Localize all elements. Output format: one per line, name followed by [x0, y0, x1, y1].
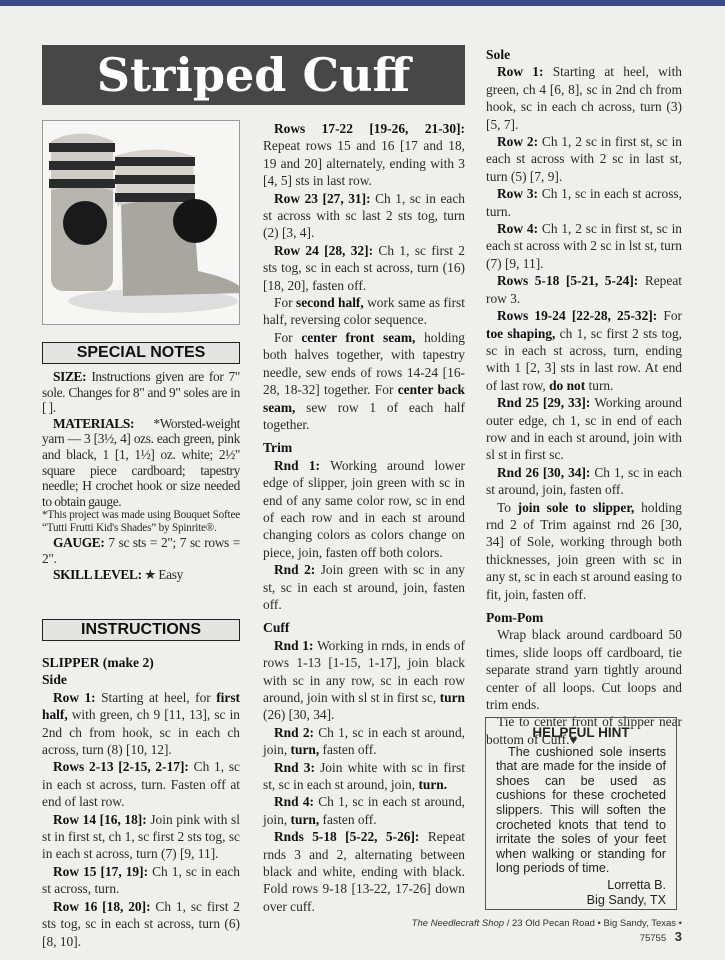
- instruction-paragraph: [42, 567, 240, 583]
- instruction-paragraph: [42, 863, 240, 898]
- text-run: (26) [30, 34].: [263, 707, 335, 723]
- text-run: Tie to center front of slipper near bottom of Cuff.♥: [486, 714, 682, 747]
- text-run: fasten off.: [319, 811, 377, 827]
- hint-title: HELPFUL HINT: [532, 725, 630, 740]
- instruction-paragraph: [263, 759, 465, 794]
- instruction-paragraph: [486, 220, 682, 272]
- bold-run: center back seam,: [263, 382, 465, 415]
- publisher-address: / 23 Old Pecan Road • Big Sandy, Texas • 75755: [506, 918, 682, 944]
- bold-run: Row 16 [18, 20]:: [53, 898, 156, 914]
- bold-run: Rnds 5-18 [5-22, 5-26]:: [274, 829, 428, 845]
- bold-run: Pom-Pom: [486, 610, 544, 625]
- text-run: Ch 1, sc first 2 sts tog, sc in each st across, turn (6) [8, 10].: [42, 898, 240, 949]
- text-run: Ch 1, sc in each st across with sc last 2 sts tog, turn (2) [3, 4].: [263, 190, 466, 241]
- special-notes-header: SPECIAL NOTES: [42, 342, 240, 364]
- instruction-paragraph: [486, 626, 682, 713]
- text-run: turn.: [585, 377, 614, 393]
- bold-run: MATERIALS:: [53, 415, 154, 431]
- text-run: Working around outer edge, ch 1, sc in end of each row and in each st around, join with sl st in first sc.: [486, 395, 683, 463]
- bold-run: Side: [42, 672, 67, 688]
- instruction-paragraph: [486, 499, 682, 603]
- text-run: ch 1, sc first 2 sts tog, sc in each st across, turn, ending with 1 [2, 3] sts in last row. At end of last row,: [486, 325, 682, 393]
- text-run: For: [663, 308, 682, 324]
- instruction-paragraph: [486, 133, 682, 185]
- instruction-paragraph: [42, 898, 240, 950]
- bold-run: Rnd 2:: [274, 724, 319, 740]
- text-run: Repeat rnds 3 and 2, alternating between black and white, ending with black. Fold rows 9-18 [13-22, 17-26] down over cuff.: [263, 829, 465, 914]
- right-column: [486, 46, 682, 748]
- text-run: Working in rnds, in ends of rows 1-13 [1-15, 1-17], join black with sc in any row, sc in each row around, join with sl st in first sc,: [263, 637, 465, 705]
- text-run: *Worsted-weight yarn — 3 [3½, 4] ozs. each green, pink and black, 1 [1, 1½] oz. white; 2½" square piece cardboard; tapestry needle; H crochet hook or size needed to obtain gauge.: [42, 415, 240, 509]
- text-run: To: [497, 499, 518, 515]
- bold-run: Rnd 4:: [274, 794, 319, 810]
- bold-run: turn,: [290, 742, 320, 758]
- page-title: Striped Cuff: [42, 45, 465, 105]
- text-run: Repeat rows 15 and 16 [17 and 18, 19 and 20] alternately, ending with 3 [4, 5] sts in last row.: [263, 138, 465, 189]
- instruction-paragraph: [42, 416, 240, 510]
- bold-run: Sole: [486, 47, 511, 62]
- instruction-paragraph: [263, 190, 465, 242]
- bold-run: turn,: [290, 811, 320, 827]
- bold-run: toe shaping,: [486, 325, 556, 341]
- text-run: work same as first half, reversing color sequence.: [263, 295, 465, 328]
- bold-run: SKILL LEVEL:: [53, 566, 145, 582]
- bold-run: center front seam,: [301, 329, 416, 345]
- text-run: *This project was made using Bouquet Softee “Tutti Frutti Kid's Shades” by Spinrite®.: [42, 509, 240, 535]
- instruction-paragraph: [486, 307, 682, 394]
- hint-author: Lorretta B.: [607, 877, 666, 892]
- text-run: holding rnd 2 of Trim against rnd 26 [30, 34] of Sole, working through both thicknesses, join green with sc in any st, sc in each st around easing to fit, join, fasten off.: [486, 499, 682, 602]
- text-run: Working around lower edge of slipper, join green with sc in end of any same color row, sc in end of each row and in each st around changing colors as colors change on piece, join, fasten off both colors.: [263, 457, 465, 560]
- special-notes-column: [42, 369, 240, 582]
- hint-body: The cushioned sole inserts that are made for the inside of shoes can be used as cushions for these crocheted slippers. This will soften the crocheted knots that tend to irritate the soles of your feet when walking or standing for long periods of time.: [496, 744, 666, 876]
- text-run: holding both halves together, with tapestry needle, sew ends of rows 14-24 [16-28, 18-32] together. For: [263, 329, 466, 398]
- section-heading: [263, 439, 465, 456]
- text-run: ★ Easy: [144, 566, 183, 582]
- page-edge: [0, 0, 725, 6]
- middle-column: [263, 120, 465, 915]
- instruction-paragraph: [263, 329, 465, 433]
- instruction-paragraph: [42, 811, 240, 863]
- text-run: sew row 1 of each half together.: [263, 399, 465, 432]
- instruction-paragraph: [263, 793, 465, 828]
- bold-run: Row 1:: [497, 64, 553, 80]
- section-heading: [486, 46, 682, 63]
- bold-run: Trim: [263, 440, 293, 456]
- page-number: 3: [674, 929, 682, 944]
- bold-run: Rows 19-24 [22-28, 25-32]:: [497, 308, 664, 324]
- page-footer: [402, 918, 682, 944]
- publisher-name: The Needlecraft Shop: [411, 918, 505, 929]
- section-heading: [486, 609, 682, 626]
- instruction-paragraph: [263, 457, 465, 561]
- bold-run: Rows 17-22 [19-26, 21-30]:: [274, 121, 465, 136]
- bold-run: Cuff: [263, 620, 290, 636]
- instruction-paragraph: [263, 294, 465, 329]
- instruction-paragraph: [263, 724, 465, 759]
- bold-run: Row 2:: [497, 134, 542, 150]
- bold-run: SLIPPER (make 2): [42, 655, 154, 670]
- bold-run: Rnd 1:: [274, 457, 331, 473]
- instruction-paragraph: [486, 394, 682, 464]
- instruction-paragraph: [486, 272, 682, 307]
- instructions-header: INSTRUCTIONS: [42, 619, 240, 641]
- bold-run: Row 24 [28, 32]:: [274, 242, 379, 258]
- bold-run: turn.: [418, 777, 448, 793]
- instruction-paragraph: [263, 828, 465, 915]
- text-run: Instructions given are for 7" sole. Changes for 8" and 9" soles are in [ ].: [42, 369, 240, 416]
- bold-run: Rnd 3:: [274, 759, 321, 775]
- text-run: Ch 1, sc in each st across, turn.: [486, 186, 682, 219]
- text-run: 7 sc sts = 2"; 7 sc rows = 2".: [42, 535, 241, 566]
- instruction-paragraph: [486, 464, 682, 499]
- text-run: Ch 1, 2 sc in first st, sc in each st across with 2 sc in last st, turn (5) [7, 9].: [486, 134, 683, 184]
- bold-run: turn: [439, 690, 465, 705]
- bold-run: Row 1:: [53, 689, 102, 705]
- text-run: Ch 1, sc in each st across, turn.: [42, 863, 241, 897]
- text-run: Ch 1, sc in each st across, turn. Fasten off at end of last row.: [42, 759, 240, 810]
- bold-run: GAUGE:: [53, 535, 109, 551]
- section-heading: [42, 671, 240, 688]
- text-run: with green, ch 9 [11, 13], sc in 2nd ch from hook, sc in each ch across, turn (8) [10, 12].: [42, 707, 240, 758]
- section-heading: [263, 619, 465, 636]
- text-run: Ch 1, sc in each st around, join,: [263, 724, 465, 758]
- bold-run: Rnd 2:: [274, 562, 321, 578]
- instruction-paragraph: [486, 63, 682, 133]
- bold-run: Row 14 [16, 18]:: [53, 811, 151, 827]
- instruction-paragraph: [486, 185, 682, 220]
- text-run: For: [274, 329, 302, 345]
- text-run: Starting at heel, with green, ch 4 [6, 8], sc in 2nd ch from hook, sc in each ch across, turn (3) [5, 7].: [486, 64, 682, 132]
- footnote: [42, 509, 240, 535]
- bold-run: join sole to slipper,: [517, 499, 635, 515]
- bold-run: Rnd 26 [30, 34]:: [497, 464, 595, 480]
- text-run: For: [274, 295, 296, 311]
- text-run: Join white with sc in first st, sc in each st around, join,: [263, 759, 465, 793]
- instructions-column: [42, 648, 240, 950]
- bold-run: SIZE:: [53, 369, 92, 384]
- instruction-paragraph: [42, 369, 240, 416]
- text-run: Ch 1, sc first 2 sts tog, sc in each st across, turn (16) [18, 20], fasten off.: [263, 242, 465, 293]
- text-run: Wrap black around cardboard 50 times, slide loops off cardboard, tie separate strand yarn tightly around center of all loops. Cut loops and trim ends.: [486, 627, 682, 713]
- instruction-paragraph: [263, 637, 465, 724]
- bold-run: Row 15 [17, 19]:: [53, 863, 153, 879]
- text-run: fasten off.: [319, 742, 377, 758]
- bold-run: Rows 2-13 [2-15, 2-17]:: [53, 759, 194, 775]
- bold-run: Rnd 1:: [274, 637, 318, 653]
- instruction-paragraph: [263, 561, 465, 613]
- text-run: Repeat row 3.: [486, 273, 682, 306]
- bold-run: second half,: [295, 295, 364, 311]
- bold-run: Row 23 [27, 31]:: [274, 190, 376, 206]
- bold-run: Rows 5-18 [5-21, 5-24]:: [497, 273, 645, 289]
- bold-run: Row 4:: [497, 221, 542, 237]
- instruction-paragraph: [263, 120, 465, 190]
- bold-run: first half,: [42, 689, 240, 723]
- instruction-paragraph: [42, 535, 240, 566]
- section-heading: [42, 654, 240, 671]
- bold-run: do not: [549, 377, 586, 393]
- bold-run: Row 3:: [497, 186, 542, 202]
- slipper-photo: [42, 120, 240, 325]
- instruction-paragraph: [263, 242, 465, 294]
- bold-run: Rnd 25 [29, 33]:: [497, 395, 595, 411]
- hint-location: Big Sandy, TX: [586, 892, 666, 907]
- text-run: Starting at heel, for: [101, 689, 217, 705]
- text-run: Ch 1, 2 sc in first st, sc in each st across with 2 sc in lst st, turn (7) [9, 11].: [486, 221, 683, 271]
- helpful-hint-box: [485, 717, 677, 910]
- text-run: Join pink with sl st in first st, ch 1, sc first 2 sts tog, sc in each st across, turn (7) [9, 11].: [42, 811, 240, 862]
- instruction-paragraph: [42, 689, 240, 759]
- text-run: Ch 1, sc in each st around, join, fasten off.: [486, 464, 683, 498]
- text-run: Ch 1, sc in each st around, join,: [263, 794, 465, 827]
- instruction-paragraph: [42, 758, 240, 810]
- text-run: Join green with sc in any st, sc in each st around, join, fasten off.: [263, 562, 465, 612]
